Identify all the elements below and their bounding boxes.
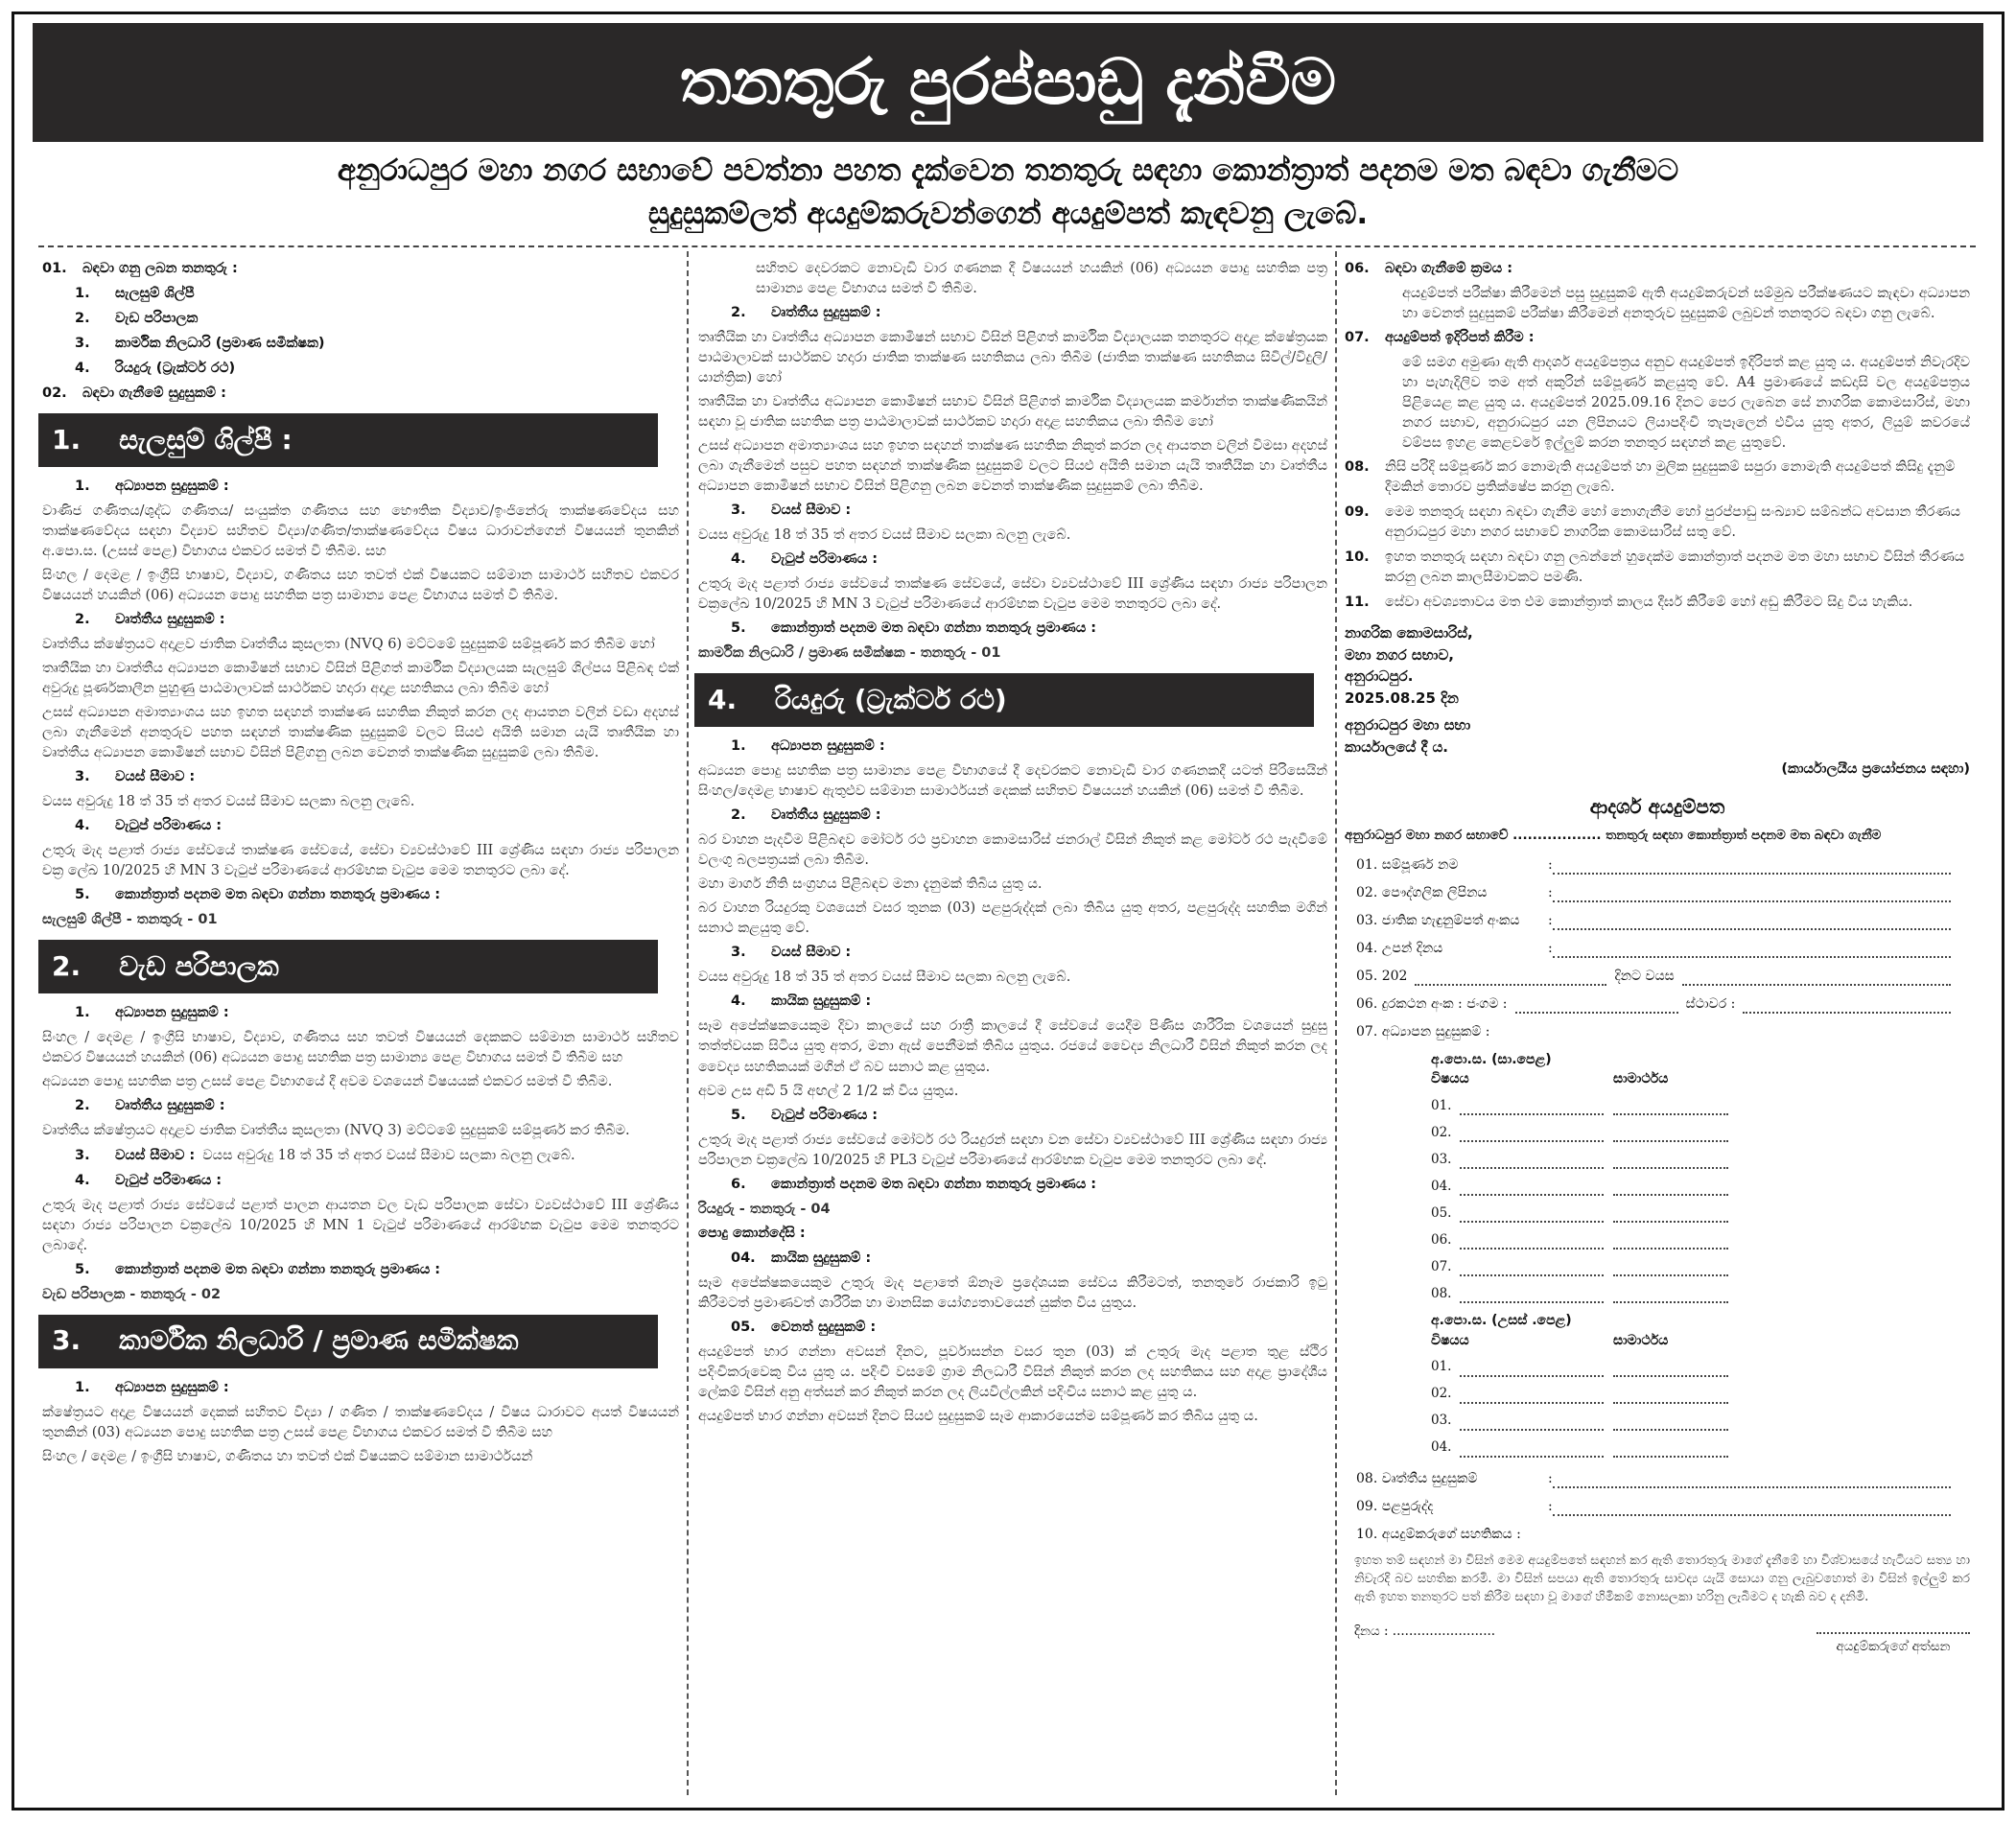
column-header: සාමාර්ථය	[1613, 1332, 1669, 1348]
grade-field[interactable]	[1613, 1263, 1728, 1276]
al-columns	[1431, 1331, 1970, 1350]
item-number: 4.	[75, 361, 90, 377]
subheading-line-1: අනුරාධපුර මහා නගර සභාවේ පවත්නා පහත දැක්වෙන තනතුරු සඳහා කොන්ත්‍රාත් පදනම මත බඳවා ගැනීමට	[337, 153, 1679, 188]
item-number: 2.	[731, 305, 746, 321]
item-heading: වැටුප් පරිමාණය :	[115, 818, 223, 834]
section-number: 1.	[52, 423, 82, 456]
section-heading: පොදු කොන්දේසි :	[698, 1225, 806, 1241]
item-number: 10.	[1345, 549, 1370, 566]
item-number: 09.	[1345, 504, 1370, 521]
form-title: ආදර්ශ අයදුම්පත	[1589, 795, 1725, 819]
subject-field[interactable]	[1460, 1390, 1604, 1404]
item-heading: අයදුම්පත් ඉදිරිපත් කිරීම :	[1385, 330, 1535, 346]
body-text: උසස් අධ්‍යාපන අමාත්‍යාංශය සහ ඉහත සඳහන් තාක්ෂණ සහතික නිකුත් කරන ලද ආයතන වලින් වඩා අදහස් ලබා ගැනීමෙන් අනතුරුව පහත සඳහන් තාක්ෂණික සුදුසුකම් වලට සියළු අයිති සමාන යැයි තෘතීයික හා වෘත්තීය අධ්‍යාපන කොමිෂන් සභාව විසින් පිළිගනු ලබන වෙනත් තාක්ෂණික සුදුසුකම් ලබා තිබීම.	[42, 705, 679, 761]
section-number: 4.	[708, 683, 738, 715]
body-text: සෑම අපේක්ෂකයෙකුම දිවා කාලයේ සහ රාත්‍රී කාලයේ දී සේවයේ යෙදීම පිණිස ශාරීරික වශයෙන් සුදුසු තත්ත්වයක සිටිය යුතු අතර, මනා ඇස් පෙනීමක් තිබිය යුතුය. රජයේ වෛද්‍ය නිලධාරී විසින් නිකුත් කරන ලද වෛද්‍ය සහතිකයක් මගින් ඒ බව සනාථ කළ යුතුය.	[698, 1018, 1327, 1075]
item-number: 04.	[731, 1250, 756, 1266]
row-number: 02.	[1431, 1386, 1452, 1402]
item-number: 4.	[75, 1172, 90, 1188]
grade-field[interactable]	[1613, 1417, 1728, 1431]
item-number: 3.	[731, 945, 746, 961]
item-number: 4.	[731, 993, 746, 1010]
body-text: සිංහල / දෙමළ / ඉංග්‍රීසි භාෂාව, ගණිතය හා තවත් එක් විෂයකට සම්මාන සාමාර්ථයන්	[42, 1448, 533, 1464]
form-label: දිනට වයස	[1614, 968, 1675, 984]
item-number: 3.	[75, 1147, 90, 1163]
grade-field[interactable]	[1613, 1364, 1728, 1377]
body-text: උතුරු මැද පළාත් රාජ්‍ය සේවයේ තාක්ෂණ සේවයේ, සේවා ව්‍යවස්ථාවේ III ශ්‍රේණිය සඳහා රාජ්‍ය පරිපාලන චක්‍ර ලේඛ 10/2025 හි MN 3 වැටුප් පරිමාණයේ ආරම්භක වැටුප මෙම තනතුරට ලබා දේ.	[42, 843, 679, 879]
applicant-signature	[1817, 1623, 1970, 1657]
subject-field[interactable]	[1460, 1444, 1604, 1458]
grade-field[interactable]	[1613, 1102, 1728, 1115]
form-label: 04. උපන් දිනය	[1356, 940, 1443, 956]
ol-grid	[1431, 1088, 1970, 1303]
grade-row	[1431, 1223, 1970, 1250]
item-heading: කොන්ත්‍රාත් පදනම මත බඳවා ගන්නා තනතුරු ප්‍රමාණය :	[771, 620, 1097, 637]
item-heading: කොන්ත්‍රාත් පදනම මත බඳවා ගන්නා තනතුරු ප්‍රමාණය :	[771, 1176, 1097, 1192]
form-row: 02. පෞද්ගලික ලිපිනය :	[1356, 883, 1970, 902]
item-number: 2.	[75, 1098, 90, 1114]
grade-row	[1431, 1088, 1970, 1115]
body-text: උතුරු මැද පළාත් රාජ්‍ය සේවයේ මෝටර් රථ රියදුරන් සඳහා වන සේවා ව්‍යවස්ථාවේ III ශ්‍රේණිය සඳහා රාජ්‍ය පරිපාලන චක්‍රලේඛ 10/2025 හි PL3 වැටුප් පරිමාණයේ ආරම්භක වැටුප මෙම තනතුරට ලබා දේ.	[698, 1132, 1327, 1168]
column-3	[1345, 259, 1970, 1656]
column-header: සාමාර්ථය	[1613, 1071, 1669, 1087]
item-heading: කොන්ත්‍රාත් පදනම මත බඳවා ගන්නා තනතුරු ප්‍රමාණය :	[115, 887, 441, 903]
form-label: ස්ථාවර :	[1685, 995, 1736, 1012]
body-text: අධ්‍යයන පොදු සහතික පත්‍ර සාමාන්‍ය පෙළ විභාගයේ දී දෙවරකට නොවැඩි වාර ගණනකදී යටත් පිරිසෙයින් සිංහල/දෙමළ භාෂාව ඇතුළුව සම්මාන සාමාර්ථයන් දෙකක් සහිතව විෂයයන් හයකින් (06) සමත් වී තිබීම.	[698, 763, 1327, 800]
section-title: වැඩ පරිපාලක	[119, 950, 279, 983]
signatory-office: මහා නගර සභාව,	[1345, 645, 1454, 664]
signatory-place: අනුරාධපුර මහා සභා	[1345, 716, 1471, 735]
post-count: වැඩ පරිපාලක - තනතුරු - 02	[42, 1286, 222, 1302]
signature-block	[1345, 622, 1970, 758]
item-number: 5.	[75, 887, 90, 903]
signature-row	[1354, 1623, 1970, 1657]
post-count: කාර්මික නිලධාරි / ප්‍රමාණ සමීක්ෂක - තනතුරු - 01	[698, 645, 1001, 662]
row-number: 02.	[1431, 1124, 1452, 1140]
grade-field[interactable]	[1613, 1182, 1728, 1196]
body-text: මෙම තනතුරු සඳහා බඳවා ගැනීම හෝ නොගැනීම හෝ පුරප්පාඩු සංඛ්‍යාව සම්බන්ධ අවසාන තීරණය අනුරාධපුර මහා නගර සභාවේ නාගරික කොමසාරිස් සතු වේ.	[1385, 504, 1961, 541]
post-count: රියදුරු - තනතුරු - 04	[698, 1201, 831, 1217]
body-text: ක්ෂේත්‍රයට අදාළ විෂයයන් දෙකක් සහිතව විද්‍යා / ගණිත / තාක්ෂණවේදය / විෂය ධාරාවට අයත් විෂයයන් තුනකින් (03) අධ්‍යයන පොදු සහතික පත්‍ර උසස් පෙළ විභාගය එකවර සමත් වී තිබීම සහ	[42, 1404, 679, 1440]
body-text: වාණිජ ගණිතය/ශුද්ධ ගණිතය/ සංයුක්ත ගණිතය සහ භෞතික විද්‍යාව/ඉංජිනේරු තාක්ෂණවේදය සහ තාක්ෂණවේදය සඳහා විද්‍යාව සහිතව විද්‍යා/ගණිත/තාක්ෂණවේදය විෂය ධාරාවන්ගෙන් විෂයයන් තුනකින් අ.පො.ස. (උසස් පෙළ) විභාගය එකවර සමත් වී තිබීම. සහ	[42, 503, 679, 560]
body-text: අධ්‍යයන පොදු සහතික පත්‍ර උසස් පෙළ විභාගයේ දී අවම වශයෙන් විෂයයක් එකවර සමත් වී තිබීම.	[42, 1074, 613, 1090]
signature-line[interactable]	[1817, 1623, 1970, 1634]
body-text: සහිතව දෙවරකට නොවැඩි වාර ගණනක දී විෂයයන් හයකින් (06) අධ්‍යයන පොදු සහතික පත්‍ර සාමාන්‍ය පෙළ විභාගය සමත් වී තිබීම.	[756, 261, 1327, 297]
item-number: 08.	[1345, 459, 1370, 476]
form-field[interactable]	[1515, 1000, 1678, 1014]
form-field[interactable]	[1682, 972, 1951, 986]
post-count: සැලසුම් ශිල්පී - තනතුරු - 01	[42, 912, 218, 928]
row-number: 03.	[1431, 1151, 1452, 1167]
section-number: 2.	[52, 950, 82, 983]
body-text: වයස අවුරුදු 18 ත් 35 ත් අතර වයස් සීමාව සලකා බලනු ලැබේ.	[698, 527, 1071, 544]
item-number: 2.	[731, 807, 746, 824]
grade-row	[1431, 1276, 1970, 1303]
row-number: 01.	[1431, 1097, 1452, 1113]
body-text: සිංහල / දෙමළ / ඉංග්‍රීසි භාෂාව, විද්‍යාව, ගණිතය සහ තවත් විෂයයන් දෙකකට සම්මාන සාමාර්ථ සහිතව එකවර විෂයයන් හයකින් (06) අධ්‍යයන පොදු සහතික පත්‍ර සාමාන්‍ය පෙළ විභාගය සමත් වී තිබීම සහ	[42, 1030, 679, 1066]
section-title: කාර්මික නිලධාරි / ප්‍රමාණ සමීක්ෂක	[119, 1324, 519, 1357]
grade-row	[1431, 1196, 1970, 1223]
item-heading: වැටුප් පරිමාණය :	[115, 1172, 223, 1188]
item-number: 06.	[1345, 261, 1370, 276]
body-text: වයස අවුරුදු 18 ත් 35 ත් අතර වයස් සීමාව සලකා බලනු ලැබේ.	[698, 969, 1071, 986]
subject-field[interactable]	[1460, 1364, 1604, 1377]
form-row: 08. වෘත්තීය සුදුසුකම් :	[1356, 1469, 1970, 1488]
body-text: වයස අවුරුදු 18 ත් 35 ත් අතර වයස් සීමාව සලකා බලනු ලැබේ.	[202, 1147, 575, 1163]
post-item: වැඩ පරිපාලක	[115, 311, 199, 327]
item-heading: අධ්‍යාපන සුදුසුකම් :	[115, 479, 229, 495]
body-text: මේ සමග අමුණා ඇති ආදර්ශ අයදුම්පත්‍රය අනුව අයදුම්පත් ඉදිරිපත් කළ යුතු ය. අයදුම්පත් නිවැරදිව හා පැහැදිලිව තම අත් අකුරින් සම්පූර්ණ කළයුතු වේ. A4 ප්‍රමාණයේ කඩදාසි වල අයදුම්පත්‍රය පිළියෙළ කළ යුතු ය. අයදුම්පත් 2025.09.16 දිනට පෙර ලැබෙන සේ නාගරික කොමසාරිස්, මහා නගර සභාව, අනුරාධපුර යන ලිපිනයට ලියාපදිංචි තැපෑලෙන් එවිය යුතු අතර, ලියුම් කවරයේ වම්පස ඉහළ කෙළවරේ ඉල්ලුම් කරන තනතුර සඳහන් කළ යුතුවේ.	[1402, 355, 1970, 452]
body-text: සේවා අවශ්‍යතාවය මත එම කොන්ත්‍රාත් කාලය දීර්ඝ කිරීමේ හෝ අඩු කිරීමට සිදු විය හැකිය.	[1385, 595, 1913, 611]
grade-field[interactable]	[1613, 1444, 1728, 1458]
body-text: සෑම අපේක්ෂකයෙකුම උතුරු මැද පළාතේ ඕනෑම ප්‍රදේශයක සේවය කිරීමටත්, තනතුරේ රාජකාරි ඉටු කිරීමටත් ප්‍රමාණවත් ශාරීරික හා මානසික යෝග්‍යතාවයෙන් යුක්ත විය යුතුය.	[698, 1274, 1327, 1311]
column-header: විෂයය	[1431, 1071, 1469, 1087]
item-number: 05.	[731, 1319, 756, 1335]
body-text: උසස් අධ්‍යාපන අමාත්‍යාංශය සහ ඉහත සඳහන් තාක්ෂණ සහතික නිකුත් කරන ලද ආයතන වලින් විමසා අදහස් ලබා ගැනීමෙන් පසුව පහත සඳහන් තාක්ෂණික සුදුසුකම් වලට සියළු අයිති සමාන යැයි තෘතීයික හා වෘත්තීය අධ්‍යාපන කොමිෂන් සභාව විසින් පිළිගනු ලබන වෙනත් තාක්ෂණික සුදුසුකම් ලබා තිබීම.	[698, 438, 1327, 495]
body-text: ඉහත තනතුරු සඳහා බඳවා ගනු ලබන්නේ හුදෙක්ම කොන්ත්‍රාත් පදනම මත මහා සභාව විසින් තීරණය කරනු ලබන කාලසීමාවකට පමණි.	[1385, 549, 1965, 586]
item-number: 5.	[731, 620, 746, 637]
section-header	[694, 673, 1314, 727]
section-header	[38, 940, 658, 993]
item-heading: අධ්‍යාපන සුදුසුකම් :	[115, 1379, 229, 1395]
body-text: සිංහල / දෙමළ / ඉංග්‍රීසි භාෂාව, විද්‍යාව, ගණිතය සහ තවත් එක් විෂයකට සම්මාන සාමාර්ථ සහිතව එකවර විෂයයන් හයකින් (06) අධ්‍යයන පොදු සහතික පත්‍ර සාමාන්‍ය පෙළ විභාගය සමත් වී තිබීම.	[42, 568, 679, 604]
form-row: 01. සම්පූර්ණ නම :	[1356, 855, 1970, 875]
form-field[interactable]	[1553, 1475, 1951, 1488]
body-text: බර වාහන පැදවීම පිළිබඳව මෝටර් රථ ප්‍රවාහන කොමසාරිස් ජනරාල් විසින් නිකුත් කළ මෝටර් රථ පැදවීමේ වලංගු බලපත්‍රයක් ලබා තිබීම.	[698, 832, 1327, 869]
grade-row	[1431, 1142, 1970, 1169]
section-number: 3.	[52, 1324, 82, 1357]
subject-field[interactable]	[1460, 1156, 1604, 1169]
grade-field[interactable]	[1613, 1236, 1728, 1250]
body-text: තෘතීයික හා වෘත්තීය අධ්‍යාපන කොමිෂන් සභාව විසින් පිළිගත් කාර්මික විද්‍යාලයක කර්මාන්ත තාක්ෂණිකයින් සඳහා වූ ජාතික සහතික පත්‍ර පාඨමාලාවක් සාර්ථකව හදාරා අදාළ සහතිකය ලබා තිබීම හෝ	[698, 394, 1327, 431]
item-heading: වෙනත් සුදුසුකම් :	[771, 1319, 877, 1335]
grade-row	[1431, 1169, 1970, 1196]
form-field[interactable]	[1743, 1000, 1951, 1014]
signatory-city: අනුරාධපුර.	[1345, 667, 1414, 686]
post-item: කාර්මික නිලධාරි (ප්‍රමාණ සමීක්ෂක)	[115, 336, 325, 352]
row-number: 01.	[1431, 1359, 1452, 1375]
post-item: රියදුරු (ට්‍රැක්ටර් රථ)	[115, 361, 236, 377]
body-text: අයදුම්පත් භාර ගන්නා අවසන් දිනට, පූර්වාසන්න වසර තුන (03) ක් උතුරු මැද පළාත තුළ ස්ථිර පදිංචිකරුවෙකු විය යුතු ය. පදිංචි වසමේ ග්‍රාම නිලධාරී විසින් නිකුත් කරන ලද සහතිකය සහ අදාළ ප්‍රාදේශීය ලේකම් විසින් අනු අත්සන් කර නිකුත් කරන ලද ලියවිල්ලකින් පදිංචිය සනාථ කළ යුතු ය.	[698, 1343, 1327, 1400]
item-heading: වැටුප් පරිමාණය :	[771, 551, 879, 568]
form-row	[1356, 967, 1970, 986]
column-divider	[1335, 251, 1337, 1795]
form-field[interactable]	[1553, 861, 1951, 875]
item-heading: වයස් සීමාව :	[771, 502, 852, 519]
form-label: 06. දුරකථන අංක : ජංගම :	[1356, 995, 1508, 1012]
body-text: නිසි පරිදි සම්පූර්ණ කර නොමැති අයදුම්පත් හා මුලික සුදුසුකම් සපුරා නොමැති අයදුම්පත් කිසිදු දැනුම් දීමකින් තොරව ප්‍රතික්ෂේප කරනු ලැබේ.	[1385, 459, 1956, 496]
declaration-text: ඉහත තම් සඳහන් මා විසින් මෙම අයදුම්පතේ සඳහන් කර ඇති තොරතුරු මාගේ දැනීමේ හා විශ්වාසයේ හැටියට සත්‍ය හා නිවැරදි බව සහතික කරමි. මා විසින් සපයා ඇති තොරතුරු සාවද්‍ය යැයි සොයා ගනු ලැබුවහොත් මා විසින් ඉල්ලුම් කර ඇති ඉහත තනතුරට පත් කිරීම සඳහා වූ මාගේ හිමිකම් නොසලකා හරිනු ලැබීමට ද හැකි බව ද දනිමි.	[1354, 1553, 1970, 1604]
item-heading: කොන්ත්‍රාත් පදනම මත බඳවා ගන්නා තනතුරු ප්‍රමාණය :	[115, 1261, 441, 1277]
signatory-title: නාගරික කොමසාරිස්,	[1345, 624, 1473, 642]
column-divider	[687, 251, 689, 1795]
subject-field[interactable]	[1460, 1290, 1604, 1303]
column-1	[42, 259, 679, 1471]
form-row: 04. උපන් දිනය :	[1356, 939, 1970, 958]
item-number: 1.	[731, 738, 746, 755]
body-text: අවම උස අඩි 5 යි අඟල් 2 1/2 ක් විය යුතුය.	[698, 1083, 959, 1099]
form-label: 03. ජාතික හැඳුනුම්පත් අංකය	[1356, 912, 1520, 928]
form-field[interactable]	[1553, 889, 1951, 902]
subject-field[interactable]	[1460, 1182, 1604, 1196]
grade-row	[1431, 1250, 1970, 1276]
body-text: අයදුම්පත් පරීක්ෂා කිරීමෙන් පසු සුදුසුකම් ඇති අයදුම්කරුවන් සම්මුඛ පරීක්ෂණයට කැඳවා අධ්‍යාපන හා වෙනත් සුදුසුකම් පරීක්ෂා කිරීමෙන් අනතුරුව සුදුසුකම් ලබුවන් තනතුරට බඳවා ගනු ලැබේ.	[1402, 286, 1970, 322]
subject-field[interactable]	[1460, 1417, 1604, 1431]
item-number: 1.	[75, 1379, 90, 1395]
item-heading: බඳවා ගැනීමේ ක්‍රමය :	[1385, 261, 1513, 276]
body-text: උතුරු මැද පළාත් රාජ්‍ය සේවයේ තාක්ෂණ සේවයේ, සේවා ව්‍යවස්ථාවේ III ශ්‍රේණිය සඳහා රාජ්‍ය පරිපාලන චක්‍රලේඛ 10/2025 හි MN 3 වැටුප් පරිමාණයේ ආරම්භක වැටුප මෙම තනතුරට ලබා දේ.	[698, 576, 1327, 613]
item-number: 07.	[1345, 330, 1370, 346]
signatory-place: කාර්යාලයේ දී ය.	[1345, 737, 1448, 756]
body-text: තෘතීයික හා වෘත්තීය අධ්‍යාපන කොමිෂන් සභාව විසින් පිළිගත් කාර්මික විද්‍යාලයක තනතුරට අදාළ ක්ෂේත්‍රයක පාඨමාලාවක් සාර්ථකව හදාරා ජාතික තාක්ෂණ සහතිකය ලබා තිබීම (ජාතික තාක්ෂණ සහතිකය සිවිල්/විදුලි/යාන්ත්‍රික) හෝ	[698, 330, 1327, 386]
form-field[interactable]	[1415, 972, 1606, 986]
row-number: 04.	[1431, 1439, 1452, 1456]
item-number: 5.	[731, 1107, 746, 1123]
grade-row	[1431, 1431, 1970, 1458]
item-heading: වයස් සීමාව :	[115, 1147, 196, 1163]
item-number: 02.	[42, 385, 67, 402]
item-number: 3.	[731, 502, 746, 519]
section-title: රියදුරු (ට්‍රැක්ටර් රථ)	[775, 683, 1007, 715]
item-number: 5.	[75, 1261, 90, 1277]
item-heading: වැටුප් පරිමාණය :	[771, 1107, 879, 1123]
subject-field[interactable]	[1460, 1263, 1604, 1276]
body-text: වයස අවුරුදු 18 ත් 35 ත් අතර වයස් සීමාව සලකා බලනු ලැබේ.	[42, 794, 415, 810]
body-text: තෘතීයික හා වෘත්තීය අධ්‍යාපන කොමිෂන් සභාව විසින් පිළිගත් කාර්මික විද්‍යාලයක සැලසුම් ශිල්පය පිළිබඳ එක් අවුරුදු පූර්ණකාලීන පුහුණු පාඨමාලාවක් සාර්ථකව හදාරා අදාළ සහතිකය ලබා තිබීම හෝ	[42, 661, 679, 697]
section-header	[38, 1315, 658, 1368]
item-heading: කායික සුදුසුකම් :	[771, 1250, 872, 1266]
al-grid	[1431, 1350, 1970, 1458]
row-number: 08.	[1431, 1285, 1452, 1301]
item-number: 4.	[731, 551, 746, 568]
form-label: 10. අයදුම්කරුගේ සහතිකය :	[1356, 1526, 1521, 1542]
item-heading: වෘත්තීය සුදුසුකම් :	[115, 612, 225, 628]
body-text: වෘත්තීය ක්ෂේත්‍රයට අදාළව ජාතික වෘත්තීය කුසලතා (NVQ 6) මට්ටමේ සුදුසුකම් සම්පූර්ණ කර තිබීම හෝ	[42, 637, 655, 653]
item-number: 01.	[42, 261, 67, 276]
subheading-line-2: සුදුසුකම්ලත් අයදුම්කරුවන්ගෙන් අයදුම්පත් කැඳවනු ලැබේ.	[647, 197, 1369, 231]
item-number: 3.	[75, 769, 90, 785]
body-text: උතුරු මැද පළාත් රාජ්‍ය සේවයේ පළාත් පාලන ආයතන වල වැඩ පරිපාලක සේවා ව්‍යවස්ථාවේ III ශ්‍රේණිය සඳහා රාජ්‍ය පරිපාලන චක්‍රලේඛ 10/2025 හි MN 1 වැටුප් පරිමාණයේ ආරම්භක වැටුප මෙම තනතුරට ලබාදේ.	[42, 1197, 679, 1253]
item-heading: වයස් සීමාව :	[115, 769, 196, 785]
subject-field[interactable]	[1460, 1209, 1604, 1223]
form-field[interactable]	[1553, 917, 1951, 930]
item-number: 2.	[75, 612, 90, 628]
ol-columns	[1431, 1069, 1970, 1088]
column-header: විෂයය	[1431, 1332, 1469, 1348]
item-number: 1.	[75, 286, 90, 302]
grade-field[interactable]	[1613, 1209, 1728, 1223]
item-number: 1.	[75, 479, 90, 495]
form-row	[1356, 1525, 1970, 1544]
item-number: 3.	[75, 336, 90, 352]
row-number: 04.	[1431, 1178, 1452, 1194]
section-header	[38, 413, 658, 467]
grade-row	[1431, 1350, 1970, 1377]
body-text: මහා මාර්ග නීති සංග්‍රහය පිළිබඳව මනා දැනුමක් තිබිය යුතු ය.	[698, 876, 1043, 893]
grade-field[interactable]	[1613, 1129, 1728, 1142]
form-row	[1356, 994, 1970, 1014]
section-title: සැලසුම් ශිල්පී :	[119, 423, 293, 456]
body-text: වෘත්තීය ක්ෂේත්‍රයට අදාළව ජාතික වෘත්තීය කුසලතා (NVQ 3) මට්ටමේ සුදුසුකම් සම්පූර්ණ කර තිබීම.	[42, 1123, 630, 1139]
body-text: අයදුම්පත් භාර ගන්නා අවසන් දිනට සියළු සුදුසුකම් සෑම ආකාරයෙන්ම සම්පූර්ණ කර තිබිය යුතු ය.	[698, 1408, 1258, 1424]
item-heading: වයස් සීමාව :	[771, 945, 852, 961]
ol-heading: අ.පො.ස. (සා.පෙළ)	[1431, 1051, 1552, 1067]
form-row: 09. පළපුරුද්ද :	[1356, 1497, 1970, 1516]
form-label: 09. පළපුරුද්ද	[1356, 1498, 1434, 1514]
row-number: 06.	[1431, 1231, 1452, 1248]
item-number: 6.	[731, 1176, 746, 1192]
office-use-note: (කාර්යාලයීය ප්‍රයෝජනය සඳහා)	[1781, 761, 1970, 778]
form-label: 05. 202	[1356, 968, 1408, 984]
form-label: 07. අධ්‍යාපන සුදුසුකම් :	[1356, 1023, 1490, 1039]
grade-row	[1431, 1404, 1970, 1431]
al-heading: අ.පො.ස. (උසස් .පෙළ)	[1431, 1313, 1572, 1329]
form-label: 02. පෞද්ගලික ලිපිනය	[1356, 884, 1488, 900]
form-heading: අනුරාධපුර මහා නගර සභාවේ .................. තනතුරු සඳහා කොන්ත්‍රාත් පදනම මත බඳවා ගැනීම	[1345, 828, 1882, 844]
date-label: දිනය : .........................	[1354, 1623, 1496, 1639]
item-number: 2.	[75, 311, 90, 327]
item-number: 4.	[75, 818, 90, 834]
page-title: තනතුරු පුරප්පාඩු දැන්වීම	[33, 23, 1983, 142]
item-heading: වෘත්තීය සුදුසුකම් :	[771, 305, 881, 321]
grade-row	[1431, 1115, 1970, 1142]
form-field[interactable]	[1553, 1503, 1951, 1516]
grade-field[interactable]	[1613, 1156, 1728, 1169]
subject-field[interactable]	[1460, 1102, 1604, 1115]
form-label: 01. සම්පූර්ණ නම	[1356, 856, 1459, 873]
item-heading: අධ්‍යාපන සුදුසුකම් :	[115, 1005, 229, 1021]
item-heading: අධ්‍යාපන සුදුසුකම් :	[771, 738, 885, 755]
column-2	[698, 259, 1327, 1431]
grade-field[interactable]	[1613, 1390, 1728, 1404]
form-field[interactable]	[1553, 945, 1951, 958]
signature-label: අයදුම්කරුගේ අත්සන	[1836, 1638, 1951, 1654]
row-number: 03.	[1431, 1413, 1452, 1429]
subject-field[interactable]	[1460, 1129, 1604, 1142]
row-number: 05.	[1431, 1204, 1452, 1221]
row-number: 07.	[1431, 1258, 1452, 1274]
item-number: 1.	[75, 1005, 90, 1021]
divider	[38, 245, 1976, 247]
grade-field[interactable]	[1613, 1290, 1728, 1303]
form-row: 03. ජාතික හැඳුනුම්පත් අංකය :	[1356, 911, 1970, 930]
body-text: බර වාහන රියදුරකු වශයෙන් වසර තුනක (03) පළපුරුද්දක් ලබා තිබිය යුතු අතර, පළපුරුද්ද සහතික මගින් සනාථ කළයුතු වේ.	[698, 900, 1327, 937]
grade-row	[1431, 1377, 1970, 1404]
item-number: 11.	[1345, 595, 1370, 611]
item-heading: වෘත්තීය සුදුසුකම් :	[771, 807, 881, 824]
item-heading: වෘත්තීය සුදුසුකම් :	[115, 1098, 225, 1114]
section-heading: බඳවා ගැනීමේ සුදුසුකම් :	[82, 385, 226, 402]
post-item: සැලසුම් ශිල්පී	[115, 286, 195, 302]
section-heading: බඳවා ගනු ලබන තනතුරු :	[82, 261, 238, 276]
subject-field[interactable]	[1460, 1236, 1604, 1250]
signatory-date: 2025.08.25 දින	[1345, 689, 1459, 707]
form-label: 08. වෘත්තීය සුදුසුකම්	[1356, 1470, 1478, 1486]
form-row	[1356, 1022, 1970, 1041]
item-heading: කායික සුදුසුකම් :	[771, 993, 872, 1010]
